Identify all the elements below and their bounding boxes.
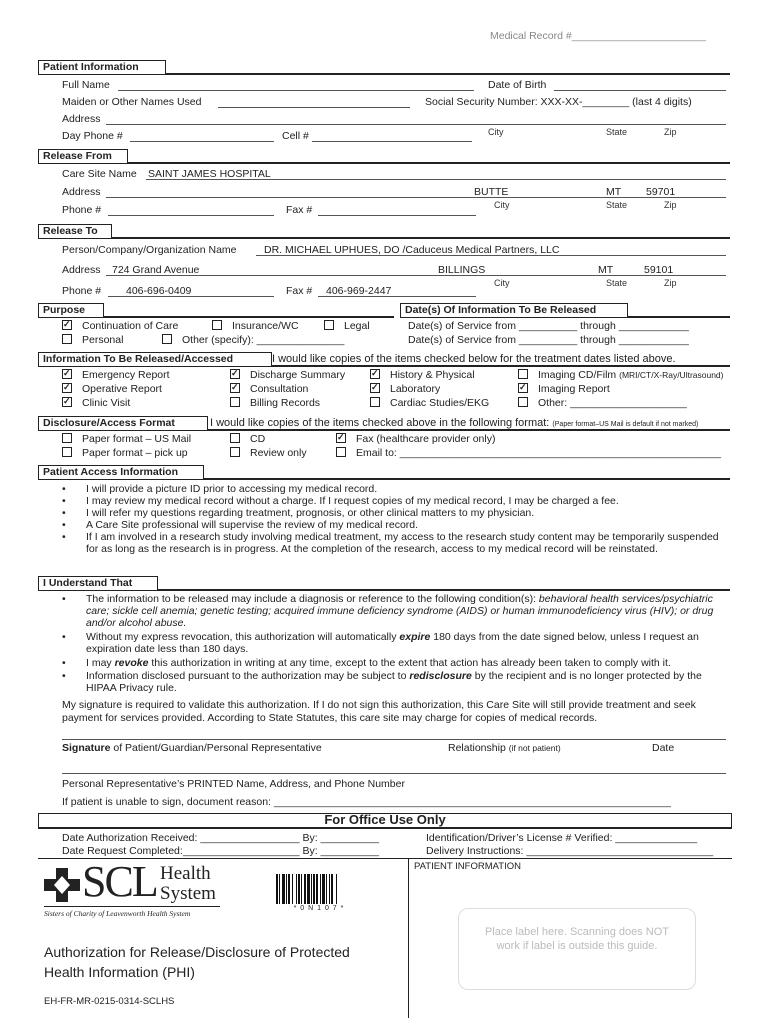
imaging-cd-note: (MRI/CT/X-Ray/Ultrasound) bbox=[619, 370, 724, 380]
access-bullet-5: If I am involved in a research study involving medical treatment, my access to the research study content may be temporarily suspended for as long as the research is in progress. At the completion of the research, access to my medical record will be reinstated. bbox=[86, 531, 719, 555]
release-from-header: Release From bbox=[38, 149, 128, 163]
format-cd[interactable] bbox=[230, 433, 265, 445]
item-operative-label: Operative Report bbox=[82, 383, 162, 395]
to-city-value: BILLINGS bbox=[438, 264, 486, 276]
item-discharge-label: Discharge Summary bbox=[250, 369, 346, 381]
checkbox[interactable] bbox=[324, 320, 334, 330]
to-phone-value: 406-696-0409 bbox=[126, 285, 192, 297]
barcode-bar bbox=[301, 874, 302, 904]
format-fax[interactable] bbox=[336, 433, 495, 445]
access-bullet-1: I will provide a picture ID prior to accessing my medical record. bbox=[86, 483, 378, 495]
checkbox[interactable] bbox=[62, 433, 72, 443]
logo-scl: SCL bbox=[82, 857, 157, 906]
maiden-label: Maiden or Other Names Used bbox=[62, 96, 202, 108]
access-header: Patient Access Information bbox=[38, 465, 204, 479]
item-discharge[interactable] bbox=[230, 369, 345, 381]
disclosure-note: (Paper format–US Mail is default if not marked) bbox=[552, 421, 699, 428]
checkbox[interactable] bbox=[518, 397, 528, 407]
item-clinic-label: Clinic Visit bbox=[82, 397, 131, 409]
zip-caption: Zip bbox=[664, 200, 677, 210]
info-released-intro: I would like copies of the items checked below for the treatment dates listed above. bbox=[272, 353, 676, 365]
item-imaging-cd[interactable] bbox=[518, 369, 724, 381]
item-laboratory-label: Laboratory bbox=[390, 383, 441, 395]
purpose-legal[interactable] bbox=[324, 320, 370, 332]
from-zip-value: 59701 bbox=[646, 186, 676, 198]
to-phone-label: Phone # bbox=[62, 285, 102, 297]
understand-b4-emphasis: redisclosure bbox=[409, 670, 472, 682]
understand-bullet-3 bbox=[86, 657, 730, 669]
checkbox-checked[interactable] bbox=[370, 383, 380, 393]
item-emergency[interactable] bbox=[62, 369, 170, 381]
person-value: DR. MICHAEL UPHUES, DO /Caduceus Medical Partners, LLC bbox=[264, 244, 560, 256]
care-site-label: Care Site Name bbox=[62, 168, 137, 180]
form-title: Authorization for Release/Disclosure of Protected Health Information (PHI) bbox=[44, 944, 350, 980]
bullet: • bbox=[62, 519, 66, 531]
understand-b4-text: Information disclosed pursuant to the authorization may be subject to bbox=[86, 670, 407, 682]
understand-b3-text: I may bbox=[86, 657, 112, 669]
checkbox[interactable] bbox=[62, 334, 72, 344]
maiden-field[interactable] bbox=[218, 107, 410, 108]
item-consultation[interactable] bbox=[230, 383, 308, 395]
office-use-title: For Office Use Only bbox=[324, 812, 446, 827]
access-bullet-4: A Care Site professional will supervise the review of my medical record. bbox=[86, 519, 419, 531]
item-cardiac[interactable] bbox=[370, 397, 489, 409]
barcode-bar bbox=[279, 874, 280, 904]
scl-cross-icon bbox=[44, 868, 80, 902]
logo-health: Health bbox=[160, 863, 211, 884]
zip-caption: Zip bbox=[664, 278, 677, 288]
format-review[interactable] bbox=[230, 447, 307, 459]
purpose-insurance-label: Insurance/WC bbox=[232, 320, 299, 332]
from-phone-label: Phone # bbox=[62, 204, 102, 216]
to-fax-label: Fax # bbox=[286, 285, 313, 297]
barcode-bar bbox=[336, 874, 337, 904]
format-paper-pickup-label: Paper format – pick up bbox=[82, 447, 188, 459]
date-range-2[interactable]: Date(s) of Service from __________ through ____________ bbox=[408, 334, 689, 346]
format-review-label: Review only bbox=[250, 447, 307, 459]
delivery-instructions-field[interactable]: Delivery Instructions: ________________________________ bbox=[426, 845, 714, 857]
understand-b3-rest: this authorization in writing at any time, except to the extent that action has already been taken to comply with it. bbox=[151, 657, 671, 669]
checkbox-checked[interactable] bbox=[518, 383, 528, 393]
understand-b2-rest: 180 days from the date signed below, unless I request an expiration date less than 180 days. bbox=[86, 631, 699, 655]
id-verified-field[interactable]: Identification/Driver’s License # Verified: ______________ bbox=[426, 832, 698, 844]
checkbox[interactable] bbox=[162, 334, 172, 344]
purpose-continuation[interactable] bbox=[62, 320, 178, 332]
checkbox-checked[interactable] bbox=[370, 369, 380, 379]
from-address-field[interactable] bbox=[106, 197, 726, 198]
city-caption: City bbox=[494, 278, 510, 288]
ssn-label[interactable]: Social Security Number: XXX-XX-________ (last 4 digits) bbox=[425, 96, 692, 108]
date-label: Date bbox=[652, 742, 675, 754]
purpose-header: Purpose bbox=[38, 303, 104, 317]
barcode-bar bbox=[296, 874, 297, 904]
full-name-field[interactable] bbox=[118, 90, 474, 91]
purpose-personal[interactable] bbox=[62, 334, 123, 346]
bullet: • bbox=[62, 531, 66, 543]
understand-b1-conditions: behavioral health services/psychiatric care; sickle cell anemia; genetic testing; acquired immune deficiency syndrome (AIDS) or human immunodeficiency virus (HIV); or drug and/or alcohol abuse. bbox=[86, 593, 714, 629]
person-label: Person/Company/Organization Name bbox=[62, 244, 237, 256]
format-cd-label: CD bbox=[250, 433, 266, 445]
disclosure-intro-text: I would like copies of the items checked above in the following format: bbox=[210, 417, 550, 429]
checkbox-checked[interactable] bbox=[230, 383, 240, 393]
format-email-label: Email to: _______________________________________________________ bbox=[356, 447, 721, 459]
logo-system: System bbox=[160, 883, 216, 904]
item-billing[interactable] bbox=[230, 397, 320, 409]
relationship-label bbox=[448, 742, 561, 754]
form-code: EH-FR-MR-0215-0314-SCLHS bbox=[44, 996, 175, 1007]
barcode-bar bbox=[292, 874, 293, 904]
dates-header: Date(s) Of Information To Be Released bbox=[400, 303, 628, 317]
unable-reason-field[interactable]: If patient is unable to sign, document reason: ____________________________________________________________________ bbox=[62, 796, 671, 808]
date-range-1[interactable]: Date(s) of Service from __________ through ____________ bbox=[408, 320, 689, 332]
item-history[interactable] bbox=[370, 369, 475, 381]
patient-info-label: PATIENT INFORMATION bbox=[414, 861, 521, 872]
to-address-value: 724 Grand Avenue bbox=[112, 264, 200, 276]
item-operative[interactable] bbox=[62, 383, 162, 395]
from-city-value: BUTTE bbox=[474, 186, 509, 198]
cell-label: Cell # bbox=[282, 130, 309, 142]
item-laboratory[interactable] bbox=[370, 383, 440, 395]
info-released-header: Information To Be Released/Accessed bbox=[38, 352, 272, 366]
checkbox-checked[interactable] bbox=[336, 433, 346, 443]
format-paper-mail[interactable] bbox=[62, 433, 191, 445]
city-caption: City bbox=[488, 127, 504, 137]
checkbox-checked[interactable] bbox=[62, 397, 72, 407]
bullet: • bbox=[62, 483, 66, 495]
zip-caption: Zip bbox=[664, 127, 677, 137]
bullet: • bbox=[62, 507, 66, 519]
cell-field[interactable] bbox=[312, 141, 472, 142]
purpose-other[interactable] bbox=[162, 334, 344, 346]
barcode-bar bbox=[316, 874, 318, 904]
release-to-header: Release To bbox=[38, 224, 112, 238]
signature-field[interactable] bbox=[62, 739, 726, 740]
logo-tagline: Sisters of Charity of Leavenworth Health System bbox=[44, 909, 191, 918]
barcode-bar bbox=[311, 874, 312, 904]
medical-record-number[interactable]: Medical Record #_______________________ bbox=[490, 30, 707, 42]
format-paper-mail-label: Paper format – US Mail bbox=[82, 433, 192, 445]
purpose-personal-label: Personal bbox=[82, 334, 124, 346]
care-site-value: SAINT JAMES HOSPITAL bbox=[148, 168, 271, 180]
format-email[interactable] bbox=[336, 447, 721, 459]
barcode-bar bbox=[304, 874, 306, 904]
checkbox-checked[interactable] bbox=[62, 369, 72, 379]
barcode-bar bbox=[288, 874, 290, 904]
barcode-bar bbox=[286, 874, 287, 904]
barcode-bar bbox=[331, 874, 333, 904]
barcode-bar bbox=[282, 874, 285, 904]
to-address-label: Address bbox=[62, 264, 101, 276]
purpose-legal-label: Legal bbox=[344, 320, 370, 332]
checkbox[interactable] bbox=[370, 397, 380, 407]
barcode-bar bbox=[276, 874, 278, 904]
signature-label bbox=[62, 742, 322, 754]
checkbox[interactable] bbox=[212, 320, 222, 330]
understand-b2-emphasis: expire bbox=[399, 631, 431, 643]
to-fax-value: 406-969-2447 bbox=[326, 285, 392, 297]
state-caption: State bbox=[606, 200, 628, 210]
item-imaging-cd-label: Imaging CD/Film bbox=[538, 369, 617, 381]
barcode bbox=[276, 874, 362, 904]
state-caption: State bbox=[606, 278, 628, 288]
bullet: • bbox=[62, 593, 66, 605]
barcode-bar bbox=[307, 874, 310, 904]
item-imaging-report[interactable] bbox=[518, 383, 610, 395]
state-caption: State bbox=[606, 127, 628, 137]
barcode-text: * 0 N 1 0 7 * bbox=[293, 905, 345, 912]
printed-name-field[interactable] bbox=[62, 773, 726, 774]
access-bullet-3: I will refer my questions regarding treatment, prognosis, or other clinical matters to my physician. bbox=[86, 507, 535, 519]
bullet: • bbox=[62, 657, 66, 669]
item-emergency-label: Emergency Report bbox=[82, 369, 170, 381]
label-placement-guide bbox=[458, 908, 696, 990]
patient-address-field[interactable] bbox=[106, 124, 726, 125]
disclosure-header: Disclosure/Access Format bbox=[38, 416, 208, 430]
dob-field[interactable] bbox=[554, 90, 726, 91]
label-guide-text: Place label here. Scanning does NOT work if label is outside this guide. bbox=[484, 926, 670, 952]
checkbox[interactable] bbox=[230, 433, 240, 443]
day-phone-field[interactable] bbox=[130, 141, 274, 142]
full-name-label: Full Name bbox=[62, 79, 110, 91]
checkbox-checked[interactable] bbox=[62, 383, 72, 393]
checkbox[interactable] bbox=[230, 397, 240, 407]
format-paper-pickup[interactable] bbox=[62, 447, 188, 459]
relationship-note: (if not patient) bbox=[508, 743, 561, 753]
understand-b3-emphasis: revoke bbox=[114, 657, 149, 669]
barcode-bar bbox=[322, 874, 325, 904]
from-fax-field[interactable] bbox=[318, 215, 476, 216]
from-address-label: Address bbox=[62, 186, 101, 198]
to-zip-value: 59101 bbox=[644, 264, 674, 276]
barcode-bar bbox=[326, 874, 327, 904]
from-state-value: MT bbox=[606, 186, 622, 198]
purpose-insurance[interactable] bbox=[212, 320, 299, 332]
item-consultation-label: Consultation bbox=[250, 383, 309, 395]
understand-b1-text: The information to be released may include a diagnosis or reference to the following condition(s): bbox=[86, 593, 536, 605]
barcode-bar bbox=[329, 874, 330, 904]
format-fax-label: Fax (healthcare provider only) bbox=[356, 433, 496, 445]
understand-b2-text: Without my express revocation, this authorization will automatically bbox=[86, 631, 397, 643]
bullet: • bbox=[62, 495, 66, 507]
bullet: • bbox=[62, 631, 66, 643]
relationship-text: Relationship bbox=[448, 742, 506, 754]
from-phone-field[interactable] bbox=[108, 215, 274, 216]
bullet: • bbox=[62, 670, 66, 682]
address-label: Address bbox=[62, 113, 101, 125]
signature-bold: Signature bbox=[62, 742, 111, 754]
checkbox[interactable] bbox=[336, 447, 346, 457]
understand-bullet-2 bbox=[86, 631, 730, 655]
item-other-label: Other: ____________________ bbox=[538, 397, 687, 409]
checkbox[interactable] bbox=[230, 447, 240, 457]
date-completed-field[interactable]: Date Request Completed:____________________ By: __________ bbox=[62, 845, 380, 857]
signature-rest: of Patient/Guardian/Personal Representative bbox=[113, 742, 322, 754]
item-imaging-report-label: Imaging Report bbox=[538, 383, 610, 395]
barcode-bar bbox=[298, 874, 300, 904]
from-fax-label: Fax # bbox=[286, 204, 313, 216]
understand-bullet-4 bbox=[86, 670, 730, 694]
purpose-other-label: Other (specify): _______________ bbox=[182, 334, 345, 346]
item-clinic[interactable] bbox=[62, 397, 130, 409]
checkbox-checked[interactable] bbox=[230, 369, 240, 379]
checkbox-checked[interactable] bbox=[62, 320, 72, 330]
patient-info-header: Patient Information bbox=[38, 60, 166, 74]
barcode-bar bbox=[313, 874, 315, 904]
to-state-value: MT bbox=[598, 264, 614, 276]
access-bullet-2: I may review my medical record without a charge. If I request copies of my medical record, I may be charged a fee. bbox=[86, 495, 619, 507]
signature-paragraph: My signature is required to validate this authorization. If I do not sign this authorization, this Care Site will still provide treatment and seek payment for services provided. According to State Statutes, this care site may charge for copies of medical records. bbox=[62, 699, 696, 724]
understand-bullet-1 bbox=[86, 593, 730, 629]
printed-name-label: Personal Representative’s PRINTED Name, Address, and Phone Number bbox=[62, 778, 405, 790]
purpose-continuation-label: Continuation of Care bbox=[82, 320, 179, 332]
checkbox[interactable] bbox=[62, 447, 72, 457]
disclosure-intro bbox=[210, 417, 698, 429]
day-phone-label: Day Phone # bbox=[62, 130, 123, 142]
understand-b4-rest: by the recipient and is no longer protected by the HIPAA Privacy rule. bbox=[86, 670, 702, 694]
city-caption: City bbox=[494, 200, 510, 210]
item-cardiac-label: Cardiac Studies/EKG bbox=[390, 397, 490, 409]
understand-header: I Understand That bbox=[38, 576, 158, 590]
item-billing-label: Billing Records bbox=[250, 397, 321, 409]
item-other[interactable] bbox=[518, 397, 687, 409]
checkbox[interactable] bbox=[518, 369, 528, 379]
date-received-field[interactable]: Date Authorization Received: _________________ By: __________ bbox=[62, 832, 380, 844]
barcode-bar bbox=[320, 874, 321, 904]
dob-label: Date of Birth bbox=[488, 79, 547, 91]
item-history-label: History & Physical bbox=[390, 369, 475, 381]
